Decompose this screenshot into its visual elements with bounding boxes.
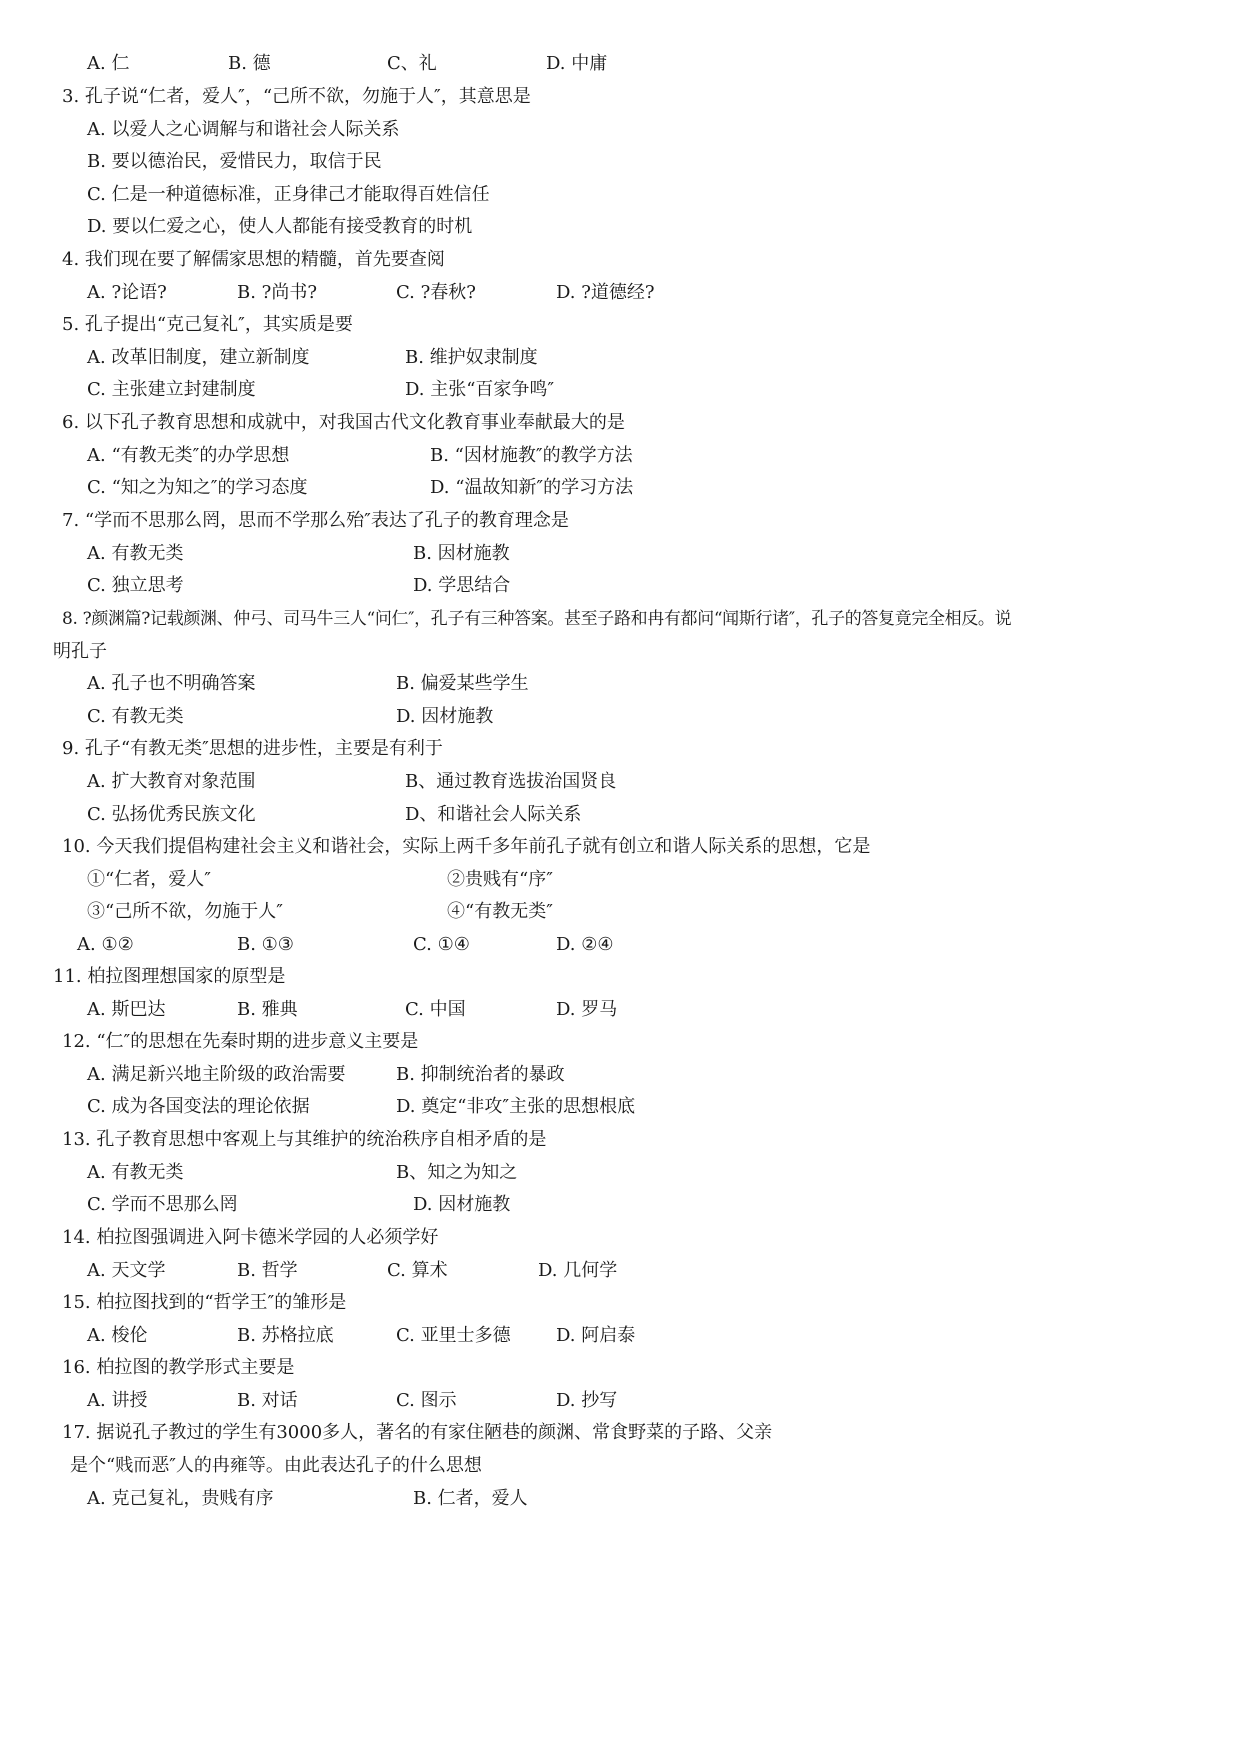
q3-option-d: D. 要以仁爱之心，使人人都能有接受教育的时机 <box>87 216 473 237</box>
q8-option-b: B. 偏爱某些学生 <box>396 673 529 694</box>
q8-option-d: D. 因材施教 <box>396 706 494 727</box>
q16-option-c: C. 图示 <box>396 1390 457 1411</box>
q8-stem-continued: 明孔子 <box>53 641 107 662</box>
q5-option-b: B. 维护奴隶制度 <box>405 347 538 368</box>
q10-option-c: C. ①④ <box>413 934 470 955</box>
q14-option-c: C. 算术 <box>387 1260 448 1281</box>
q3-option-c: C. 仁是一种道德标准，正身律己才能取得百姓信任 <box>87 184 490 205</box>
q17-option-b: B. 仁者，爱人 <box>413 1488 528 1509</box>
q10-statement-1: ①“仁者，爱人″ <box>87 869 211 890</box>
q12-stem: 12. “仁″的思想在先秦时期的进步意义主要是 <box>62 1031 419 1052</box>
q15-option-b: B. 苏格拉底 <box>237 1325 334 1346</box>
q4-option-a: A. ?论语? <box>87 282 167 303</box>
q3-option-a: A. 以爱人之心调解与和谐社会人际关系 <box>87 119 400 140</box>
q14-option-d: D. 几何学 <box>538 1260 618 1281</box>
q8-stem: 8. ?颜渊篇?记载颜渊、仲弓、司马牛三人“问仁″，孔子有三种答案。甚至子路和冉有都问“闻斯行诸″，孔子的答复竟完全相反。说 <box>62 609 1012 629</box>
q12-option-b: B. 抑制统治者的暴政 <box>396 1064 565 1085</box>
q7-option-a: A. 有教无类 <box>87 543 184 564</box>
q3-stem: 3. 孔子说“仁者，爱人″，“己所不欲，勿施于人″，其意思是 <box>62 86 531 107</box>
q4-option-d: D. ?道德经? <box>556 282 655 303</box>
q15-option-a: A. 梭伦 <box>87 1325 148 1346</box>
q6-option-c: C. “知之为知之″的学习态度 <box>87 477 308 498</box>
q4-option-b: B. ?尚书? <box>237 282 317 303</box>
q12-option-d: D. 奠定“非攻″主张的思想根底 <box>396 1096 636 1117</box>
q7-option-c: C. 独立思考 <box>87 575 184 596</box>
q2-option-c: C、礼 <box>387 53 437 74</box>
q8-option-c: C. 有教无类 <box>87 706 184 727</box>
q5-option-d: D. 主张“百家争鸣″ <box>405 379 555 400</box>
q13-stem: 13. 孔子教育思想中客观上与其维护的统治秩序自相矛盾的是 <box>62 1129 547 1150</box>
q7-stem: 7. “学而不思那么罔，思而不学那么殆″表达了孔子的教育理念是 <box>62 510 569 531</box>
q10-option-a: A. ①② <box>77 934 134 955</box>
q11-option-a: A. 斯巴达 <box>87 999 166 1020</box>
q12-option-a: A. 满足新兴地主阶级的政治需要 <box>87 1064 346 1085</box>
q9-stem: 9. 孔子“有教无类″思想的进步性，主要是有利于 <box>62 738 443 759</box>
q11-option-c: C. 中国 <box>405 999 466 1020</box>
q8-option-a: A. 孔子也不明确答案 <box>87 673 256 694</box>
q17-stem: 17. 据说孔子教过的学生有3000多人，著名的有家住陋巷的颜渊、常食野菜的子路、父亲 <box>62 1422 773 1443</box>
q2-option-a: A. 仁 <box>87 53 130 74</box>
q5-stem: 5. 孔子提出“克己复礼″，其实质是要 <box>62 314 353 335</box>
q6-stem: 6. 以下孔子教育思想和成就中，对我国古代文化教育事业奉献最大的是 <box>62 412 625 433</box>
q14-option-b: B. 哲学 <box>237 1260 298 1281</box>
q15-option-c: C. 亚里士多德 <box>396 1325 511 1346</box>
q2-option-d: D. 中庸 <box>546 53 608 74</box>
q6-option-b: B. “因材施教″的教学方法 <box>430 445 633 466</box>
q11-option-b: B. 雅典 <box>237 999 298 1020</box>
q10-stem: 10. 今天我们提倡构建社会主义和谐社会，实际上两千多年前孔子就有创立和谐人际关系的思想，它是 <box>62 836 871 857</box>
q5-option-c: C. 主张建立封建制度 <box>87 379 256 400</box>
q9-option-a: A. 扩大教育对象范围 <box>87 771 256 792</box>
q13-option-b: B、知之为知之 <box>396 1162 518 1183</box>
q12-option-c: C. 成为各国变法的理论依据 <box>87 1096 310 1117</box>
q10-option-d: D. ②④ <box>556 934 614 955</box>
q9-option-d: D、和谐社会人际关系 <box>405 804 582 825</box>
q4-option-c: C. ?春秋? <box>396 282 476 303</box>
q14-option-a: A. 天文学 <box>87 1260 166 1281</box>
q9-option-b: B、通过教育选拔治国贤良 <box>405 771 617 792</box>
q6-option-a: A. “有教无类″的办学思想 <box>87 445 290 466</box>
q16-option-b: B. 对话 <box>237 1390 298 1411</box>
q10-statement-2: ②贵贱有“序″ <box>447 869 553 890</box>
q16-stem: 16. 柏拉图的教学形式主要是 <box>62 1357 295 1378</box>
q16-option-d: D. 抄写 <box>556 1390 618 1411</box>
q7-option-b: B. 因材施教 <box>413 543 510 564</box>
q7-option-d: D. 学思结合 <box>413 575 511 596</box>
q5-option-a: A. 改革旧制度，建立新制度 <box>87 347 310 368</box>
q14-stem: 14. 柏拉图强调进入阿卡德米学园的人必须学好 <box>62 1227 439 1248</box>
q10-statement-3: ③“己所不欲，勿施于人″ <box>87 901 283 922</box>
q2-option-b: B. 德 <box>228 53 271 74</box>
q17-option-a: A. 克己复礼，贵贱有序 <box>87 1488 274 1509</box>
q4-stem: 4. 我们现在要了解儒家思想的精髓，首先要查阅 <box>62 249 445 270</box>
q13-option-d: D. 因材施教 <box>413 1194 511 1215</box>
q17-stem-continued: 是个“贱而恶″人的冉雍等。由此表达孔子的什么思想 <box>70 1455 482 1476</box>
q10-option-b: B. ①③ <box>237 934 294 955</box>
q11-option-d: D. 罗马 <box>556 999 618 1020</box>
q6-option-d: D. “温故知新″的学习方法 <box>430 477 634 498</box>
q3-option-b: B. 要以德治民，爱惜民力，取信于民 <box>87 151 382 172</box>
q11-stem: 11. 柏拉图理想国家的原型是 <box>53 966 286 987</box>
q15-option-d: D. 阿启泰 <box>556 1325 636 1346</box>
q10-statement-4: ④“有教无类″ <box>447 901 553 922</box>
q16-option-a: A. 讲授 <box>87 1390 148 1411</box>
q13-option-a: A. 有教无类 <box>87 1162 184 1183</box>
q13-option-c: C. 学而不思那么罔 <box>87 1194 238 1215</box>
q9-option-c: C. 弘扬优秀民族文化 <box>87 804 256 825</box>
q15-stem: 15. 柏拉图找到的“哲学王″的雏形是 <box>62 1292 347 1313</box>
